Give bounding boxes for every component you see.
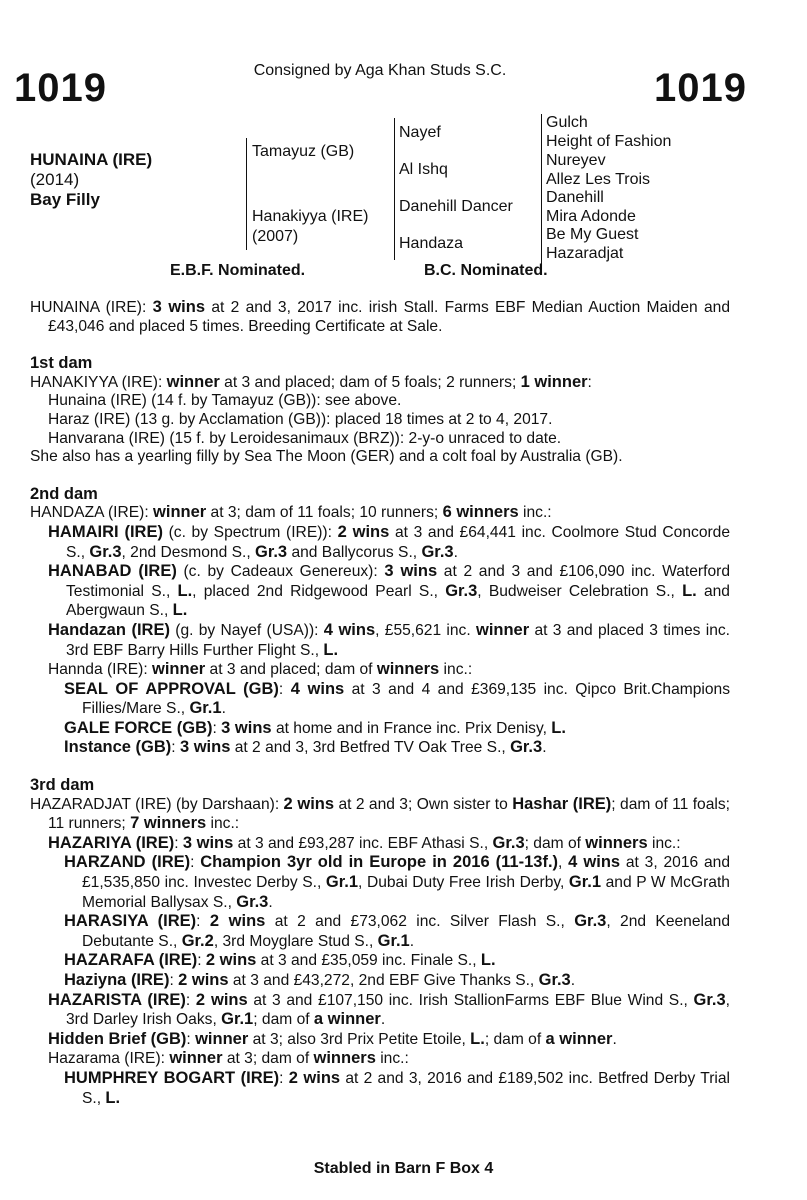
third-dam-grandchild-4: Haziyna (IRE): 2 wins at 3 and £43,272, 2nd EBF Give Thanks S., Gr.3.	[64, 971, 576, 989]
stabled-location: Stabled in Barn F Box 4	[313, 1160, 494, 1177]
section-3rd-dam: 3rd dam	[30, 776, 95, 795]
third-dam-summary: HAZARADJAT (IRE) (by Darshaan): 2 wins at 2 and 3; Own sister to Hashar (IRE); dam of 11 foals; 11 runners; 7 winners inc.:	[30, 794, 730, 833]
pedigree-gen3-7: Be My Guest	[546, 226, 639, 243]
pedigree-gen2-2: Al Ishq	[399, 161, 448, 178]
bc-nominated: B.C. Nominated.	[424, 262, 548, 279]
horse-identity	[30, 150, 152, 210]
lot-number-right: 1019	[654, 66, 747, 110]
pedigree-bracket-2	[394, 118, 395, 260]
horse-sex: Bay Filly	[30, 190, 100, 209]
grandchild-3: Instance (GB): 3 wins at 2 and 3, 3rd Betfred TV Oak Tree S., Gr.3.	[64, 738, 547, 757]
pedigree-gen3-1: Gulch	[546, 114, 588, 131]
third-dam-grandchild-2: HARASIYA (IRE): 2 wins at 2 and £73,062 inc. Silver Flash S., Gr.3, 2nd Keeneland Debutante S., Gr.2, 3rd Moyglare Stud S., Gr.1.	[64, 912, 730, 950]
third-dam-produce-4: Hazarama (IRE): winner at 3; dam of winners inc.:	[48, 1049, 409, 1068]
second-dam-produce-1: HAMAIRI (IRE) (c. by Spectrum (IRE)): 2 wins at 3 and £64,441 inc. Coolmore Stud Concorde S., Gr.3, 2nd Desmond S., Gr.3 and Ballycorus S., Gr.3.	[48, 522, 731, 561]
third-dam-grandchild-3: HAZARAFA (IRE): 2 wins at 3 and £35,059 inc. Finale S., L.	[64, 951, 496, 970]
consignor: Consigned by Aga Khan Studs S.C.	[253, 62, 507, 79]
pedigree-dam: Hanakiyya (IRE)	[252, 208, 369, 225]
pedigree-gen3-8: Hazaradjat	[546, 245, 624, 262]
second-dam-summary: HANDAZA (IRE): winner at 3; dam of 11 foals; 10 runners; 6 winners inc.:	[30, 503, 552, 522]
lot-number-left: 1019	[14, 66, 107, 110]
pedigree-gen3-2: Height of Fashion	[546, 133, 672, 150]
section-1st-dam: 1st dam	[30, 354, 93, 373]
pedigree-gen2-1: Nayef	[399, 124, 441, 141]
second-dam-produce-2: HANABAD (IRE) (c. by Cadeaux Genereux): 3 wins at 2 and 3 and £106,090 inc. Waterford Testimonial S., L., placed 2nd Ridgewood Pearl S., Gr.3, Budweiser Celebration S., L. and Abergwaun S., L.	[48, 562, 730, 620]
section-2nd-dam: 2nd dam	[30, 484, 98, 503]
ebf-nominated: E.B.F. Nominated.	[170, 262, 306, 279]
horse-summary: HUNAINA (IRE): 3 wins at 2 and 3, 2017 inc. irish Stall. Farms EBF Median Auction Maiden and £43,046 and placed 5 times. Breeding Certificate at Sale.	[30, 298, 731, 335]
third-dam-produce-1: HAZARIYA (IRE): 3 wins at 3 and £93,287 inc. EBF Athasi S., Gr.3; dam of winners inc.:	[48, 833, 681, 852]
grandchild-2: GALE FORCE (GB): 3 wins at home and in France inc. Prix Denisy, L.	[64, 718, 566, 737]
first-dam-note: She also has a yearling filly by Sea The Moon (GER) and a colt foal by Australia (GB).	[30, 448, 623, 466]
pedigree-bracket-3	[541, 114, 542, 266]
horse-name: HUNAINA (IRE)	[30, 150, 153, 169]
pedigree-gen3-6: Mira Adonde	[546, 208, 636, 225]
third-dam-produce-3: Hidden Brief (GB): winner at 3; also 3rd Prix Petite Etoile, L.; dam of a winner.	[48, 1029, 617, 1048]
pedigree-gen2-4: Handaza	[399, 235, 464, 252]
produce-3: Hanvarana (IRE) (15 f. by Leroidesanimaux (BRZ)): 2-y-o unraced to date.	[48, 429, 562, 447]
pedigree-gen3-3: Nureyev	[546, 152, 606, 169]
produce-1: Hunaina (IRE) (14 f. by Tamayuz (GB)): see above.	[48, 392, 402, 410]
third-dam-produce-2: HAZARISTA (IRE): 2 wins at 3 and £107,150 inc. Irish StallionFarms EBF Blue Wind S., Gr.3, 3rd Darley Irish Oaks, Gr.1; dam of a winner.	[48, 990, 730, 1029]
pedigree-sire: Tamayuz (GB)	[252, 143, 355, 160]
pedigree-dam-year: (2007)	[252, 228, 299, 245]
grandchild-1: SEAL OF APPROVAL (GB): 4 wins at 3 and 4 and £369,135 inc. Qipco Brit.Champions Fillies/Mare S., Gr.1.	[64, 679, 731, 718]
pedigree-gen3-4: Allez Les Trois	[546, 171, 651, 188]
horse-year: (2014)	[30, 170, 80, 189]
second-dam-produce-3: Handazan (IRE) (g. by Nayef (USA)): 4 wins, £55,621 inc. winner at 3 and placed 3 times inc. 3rd EBF Barry Hills Further Flight S., L.	[48, 620, 730, 659]
second-dam-produce-4: Hannda (IRE): winner at 3 and placed; dam of winners inc.:	[48, 660, 473, 679]
first-dam-summary: HANAKIYYA (IRE): winner at 3 and placed; dam of 5 foals; 2 runners; 1 winner:	[30, 372, 592, 391]
third-dam-grandchild-1: HARZAND (IRE): Champion 3yr old in Europe in 2016 (11-13f.), 4 wins at 3, 2016 and £1,535,850 inc. Investec Derby S., Gr.1, Dubai Duty Free Irish Derby, Gr.1 and P W McGrath Memorial Ballysax S., Gr.3.	[64, 853, 730, 911]
third-dam-grandchild-5: HUMPHREY BOGART (IRE): 2 wins at 2 and 3, 2016 and £189,502 inc. Betfred Derby Trial S., L.	[64, 1068, 730, 1107]
pedigree-gen3-5: Danehill	[546, 189, 604, 206]
pedigree-bracket-1	[246, 138, 247, 250]
catalogue-body	[30, 298, 730, 1108]
pedigree-gen2-3: Danehill Dancer	[399, 198, 513, 215]
produce-2: Haraz (IRE) (13 g. by Acclamation (GB)): placed 18 times at 2 to 4, 2017.	[48, 410, 553, 428]
